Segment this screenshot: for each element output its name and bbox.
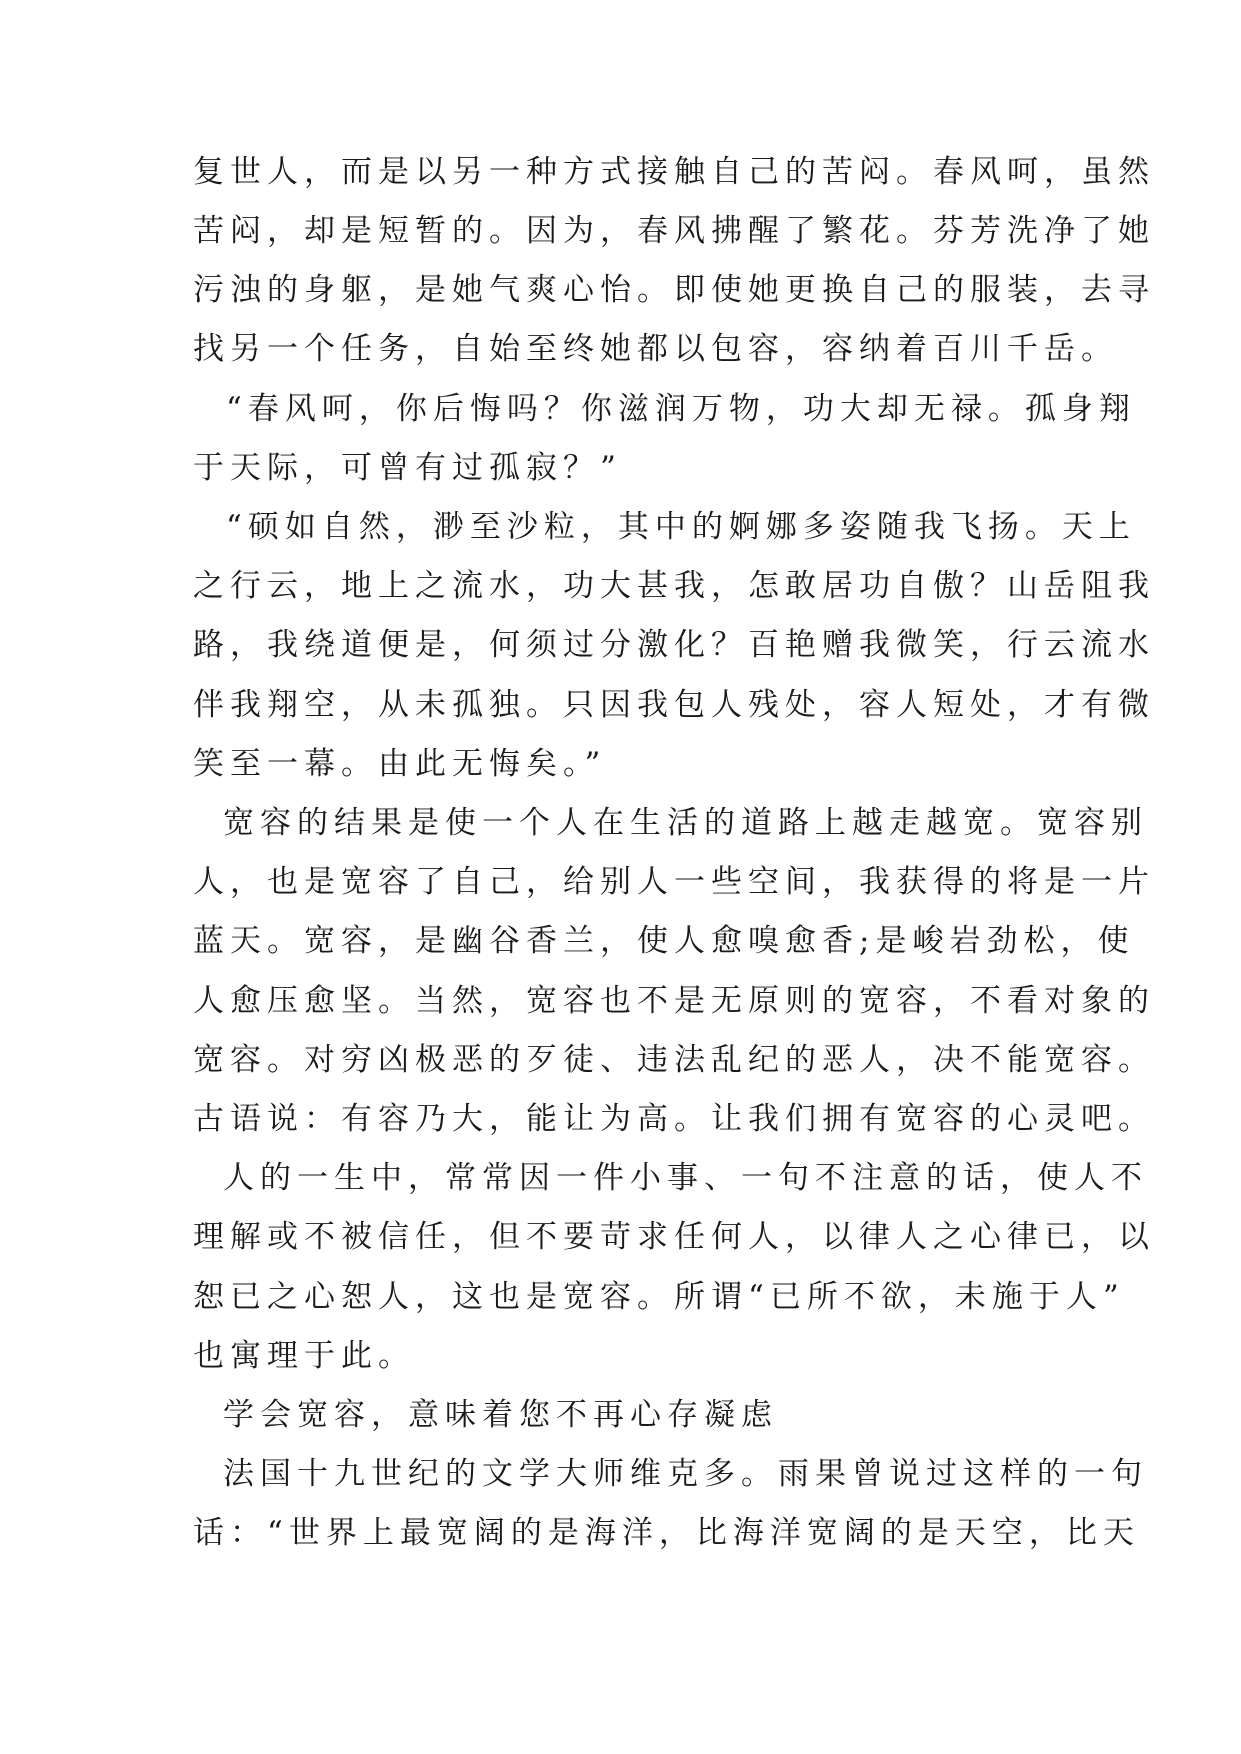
text-line: 污浊的身躯，是她气爽心怡。即使她更换自己的服装，去寻 <box>193 272 1155 308</box>
text-line: 复世人，而是以另一种方式接触自己的苦闷。春风呵，虽然 <box>193 154 1155 190</box>
text-line: 理解或不被信任，但不要苛求任何人，以律人之心律已，以 <box>193 1219 1155 1255</box>
text-line: 伴我翔空，从未孤独。只因我包人残处，容人短处，才有微 <box>193 687 1155 723</box>
text-line: 也寓理于此。 <box>193 1338 415 1374</box>
text-line: 话：“世界上最宽阔的是海洋，比海洋宽阔的是天空，比天 <box>193 1515 1140 1551</box>
section-heading: 学会宽容，意味着您不再心存凝虑 <box>223 1397 778 1433</box>
text-line: 恕已之心恕人，这也是宽容。所谓“已所不欲，未施于人” <box>193 1279 1125 1315</box>
text-line: 人愈压愈坚。当然，宽容也不是无原则的宽容，不看对象的 <box>193 983 1155 1019</box>
text-line: 路，我绕道便是，何须过分激化？百艳赠我微笑，行云流水 <box>193 627 1155 663</box>
text-line: “硕如自然，渺至沙粒，其中的婀娜多姿随我飞扬。天上 <box>226 509 1136 545</box>
text-line: 古语说：有容乃大，能让为高。让我们拥有宽容的心灵吧。 <box>193 1101 1155 1137</box>
text-line: 人，也是宽容了自己，给别人一些空间，我获得的将是一片 <box>193 864 1155 900</box>
text-line: 宽容。对穷凶极恶的歹徒、违法乱纪的恶人，决不能宽容。 <box>193 1042 1155 1078</box>
text-line: 蓝天。宽容，是幽谷香兰，使人愈嗅愈香;是峻岩劲松，使 <box>193 923 1135 959</box>
text-line: 人的一生中，常常因一件小事、一句不注意的话，使人不 <box>223 1160 1148 1196</box>
text-line: 找另一个任务，自始至终她都以包容，容纳着百川千岳。 <box>193 331 1118 367</box>
text-line: “春风呵，你后悔吗？你滋润万物，功大却无禄。孤身翔 <box>226 391 1136 427</box>
text-line: 笑至一幕。由此无悔矣。” <box>193 746 607 782</box>
text-line: 宽容的结果是使一个人在生活的道路上越走越宽。宽容别 <box>223 805 1148 841</box>
text-line: 于天际，可曾有过孤寂？” <box>193 450 622 486</box>
text-line: 苦闷，却是短暂的。因为，春风拂醒了繁花。芬芳洗净了她 <box>193 213 1155 249</box>
text-line: 法国十九世纪的文学大师维克多。雨果曾说过这样的一句 <box>223 1456 1148 1492</box>
text-line: 之行云，地上之流水，功大甚我，怎敢居功自傲？山岳阻我 <box>193 568 1155 604</box>
